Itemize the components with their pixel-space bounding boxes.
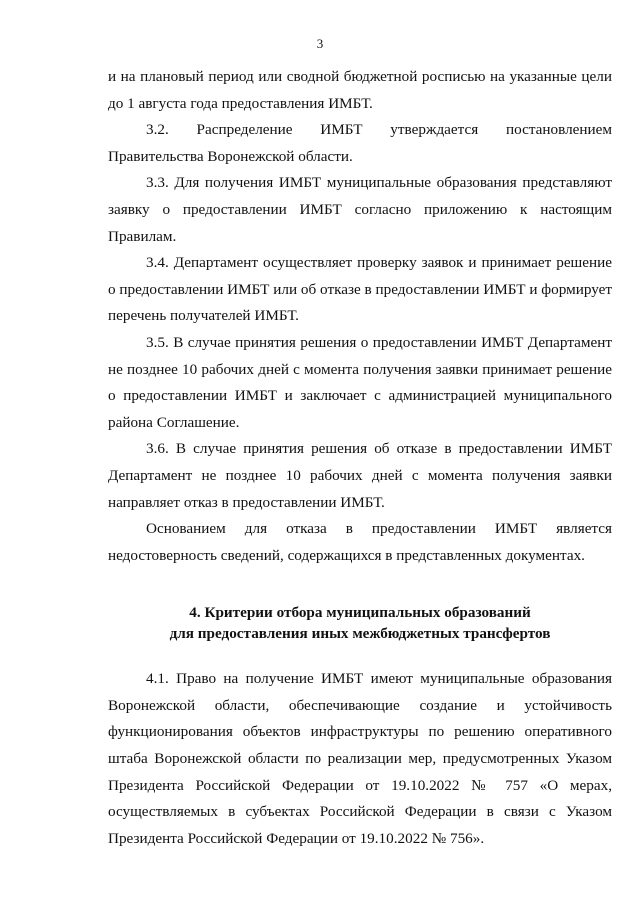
paragraph-continuation: и на плановый период или сводной бюджетной росписью на указанные цели до 1 августа года предоставления ИМБТ. [108, 68, 612, 112]
paragraph-refusal-grounds: Основанием для отказа в предоставлении ИМБТ является недостоверность сведений, содержащихся в представленных документах. [108, 520, 612, 564]
section-heading [108, 602, 612, 644]
paragraph-3-3: 3.3. Для получения ИМБТ муниципальные образования представляют заявку о предоставлении ИМБТ согласно приложению к настоящим Правилам. [108, 174, 612, 245]
page-number: 3 [316, 36, 324, 51]
document-body [108, 64, 612, 852]
paragraph-3-4: 3.4. Департамент осуществляет проверку заявок и принимает решение о предоставлении ИМБТ или об отказе в предоставлении ИМБТ и формирует перечень получателей ИМБТ. [108, 254, 612, 325]
paragraph-3-2: 3.2. Распределение ИМБТ утверждается постановлением Правительства Воронежской области. [108, 121, 612, 165]
section-heading-line-1: 4. Критерии отбора муниципальных образований [189, 604, 531, 622]
section-heading-line-2: для предоставления иных межбюджетных трансфертов [169, 625, 551, 643]
paragraph-3-6: 3.6. В случае принятия решения об отказе в предоставлении ИМБТ Департамент не позднее 10 рабочих дней с момента получения заявки направляет отказ в предоставлении ИМБТ. [108, 440, 612, 511]
paragraph-4-1: 4.1. Право на получение ИМБТ имеют муниципальные образования Воронежской области, обеспечивающие создание и устойчивость функционирования объектов инфраструктуры по решению оперативного штаба Воронежской области по реализации мер, предусмотренных Указом Президента Российской Федерации от 19.10.2022 № 757 «О мерах, осуществляемых в субъектах Российской Федерации в связи с Указом Президента Российской Федерации от 19.10.2022 № 756». [108, 670, 612, 847]
paragraph-3-5: 3.5. В случае принятия решения о предоставлении ИМБТ Департамент не позднее 10 рабочих дней с момента получения заявки принимает решение о предоставлении ИМБТ и заключает с администрацией муниципального района Соглашение. [108, 333, 612, 431]
